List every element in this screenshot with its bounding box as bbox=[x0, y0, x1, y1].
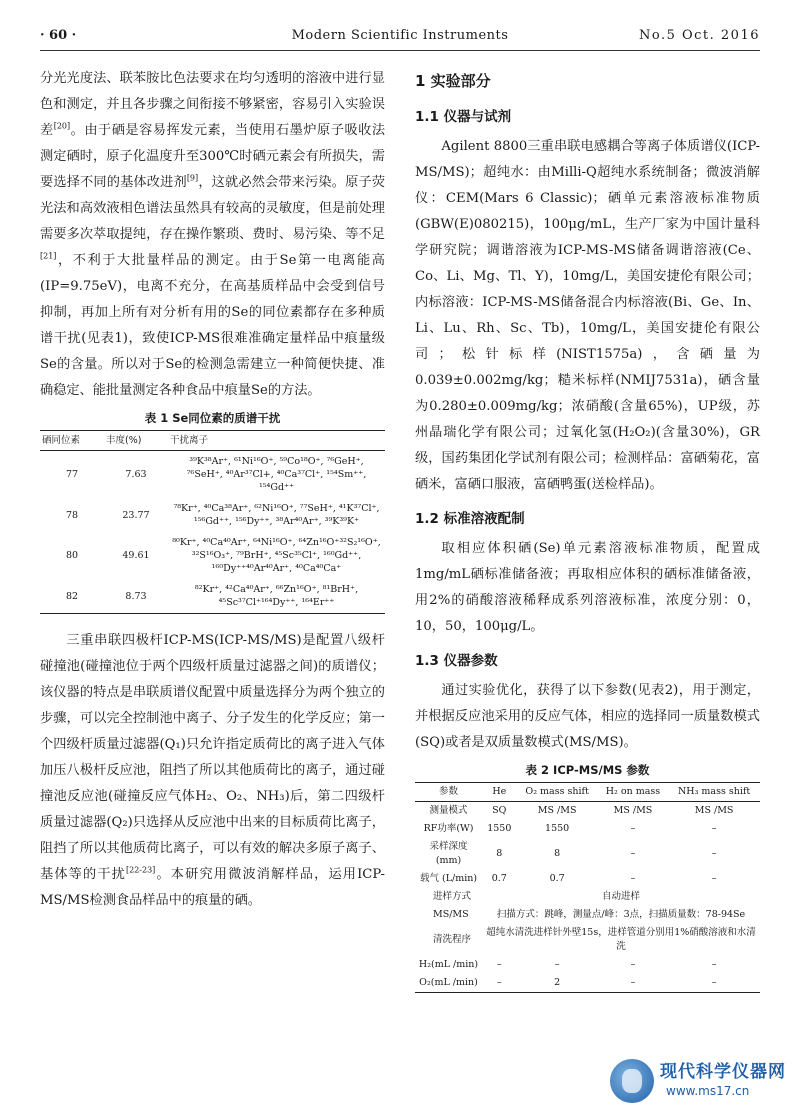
text-run: 三重串联四极杆ICP-MS(ICP-MS/MS)是配置八级杆碰撞池(碰撞池位于两个四级杆质量过滤器之间)的质谱仪；该仪器的特点是串联质谱仪配置中质量选择分为两个独立的步骤，可以完全控制池中离子、分子发生的化学反应；第一个四级杆质量过滤器(Q₁)只允许指定质荷比的离子进入气体加压八极杆反应池，阻挡了所以其他质荷比的离子，通过碰撞池反应池(碰撞反应气体H₂、O₂、NH₃)后，第二四级杆质量过滤器(Q₂)只选择从反应池中出来的目标质荷比离子，阻挡了所以其他质荷比离子，可以有效的解决多原子离子、基体等的干扰 bbox=[40, 633, 385, 882]
table2-header: H₂ on mass bbox=[598, 783, 668, 802]
page-header bbox=[40, 28, 760, 48]
table2-caption: 表 2 ICP-MS/MS 参数 bbox=[525, 763, 650, 777]
table-row bbox=[415, 924, 760, 956]
table1-caption: 表 1 Se同位素的质谱干扰 bbox=[144, 411, 281, 425]
table-cell: – bbox=[496, 959, 502, 970]
site-watermark bbox=[610, 1055, 788, 1107]
table-cell: – bbox=[598, 974, 668, 993]
interference-cell: ⁸²Kr⁺, ⁴²Ca⁴⁰Ar⁺, ⁶⁶Zn¹⁶O⁺, ⁸¹BrH⁺, ⁴⁵Sc³⁷Cl⁺¹⁶⁴Dy⁺⁺, ¹⁶⁴Er⁺⁺ bbox=[168, 579, 385, 614]
table-cell: 超纯水清洗进样针外壁15s，进样管道分别用1%硝酸溶液和水清洗 bbox=[486, 927, 756, 952]
isotope-cell: 77 bbox=[65, 469, 79, 480]
table1-header: 硒同位素 bbox=[40, 431, 104, 451]
table-cell: – bbox=[711, 873, 717, 884]
table-cell: MS/MS bbox=[433, 909, 469, 920]
subsection-heading: 1.1 仪器与试剂 bbox=[415, 109, 512, 125]
standard-solution-paragraph: 取相应体积硒(Se)单元素溶液标准物质，配置成1mg/mL硒标准储备液；再取相应体积的硒标准储备液，用2%的硝酸溶液稀释成系列溶液标准，浓度分别：0，10，50，100μg/L。 bbox=[415, 541, 760, 634]
interference-cell: ³⁹K³⁸Ar⁺, ⁶¹Ni¹⁶O⁺, ⁵⁹Co¹⁸O⁺, ⁷⁶GeH⁺, ⁷⁶SeH⁺, ⁴⁰Ar³⁷Cl+, ⁴⁰Ca³⁷Cl⁺, ¹⁵⁴Sm⁺⁺, ¹⁵⁴Gd⁺⁺ bbox=[186, 456, 367, 493]
instruments-paragraph: Agilent 8800三重串联电感耦合等离子体质谱仪(ICP-MS/MS)；超纯水：由Milli-Q超纯水系统制备；微波消解仪：CEM(Mars 6 Classic)；硒单元素溶液标准物质(GBW(E)080215)，100μg/mL，生产厂家为中国计量科学研究院；调谐溶液为ICP-MS-MS储备调谐溶液(Ce、Co、Li、Mg、Tl、Y)，10mg/L，美国安捷伦有限公司；内标溶液：ICP-MS-MS储备混合内标溶液(Bi、Ge、In、Li、Lu、Rh、Sc、Tb)，10mg/L，美国安捷伦有限公司；松针标样(NIST1575a)，含硒量为0.039±0.002mg/kg；糙米标样(NMIJ7531a)，硒含量为0.280±0.009mg/kg；浓硝酸(含量65%)，UP级，苏州晶瑞化学有限公司；过氧化氢(H₂O₂)(含量30%)，GR级，国药集团化学试剂有限公司；检测样品：富硒菊花，富硒米，富硒口服液，富硒鸭蛋(送检样品)。 bbox=[415, 139, 760, 492]
table-cell: – bbox=[711, 823, 717, 834]
table2-header: O₂ mass shift bbox=[517, 783, 598, 802]
site-logo-icon bbox=[610, 1059, 654, 1103]
isotope-cell: 82 bbox=[40, 579, 104, 614]
table-cell: O₂(mL /min) bbox=[415, 974, 482, 993]
table-cell: 采样深度(mm) bbox=[429, 841, 468, 866]
table-cell: RF功率(W) bbox=[423, 823, 474, 834]
table-row bbox=[415, 870, 760, 888]
abundance-cell: 49.61 bbox=[122, 550, 150, 561]
interference-cell: ⁸⁰Kr⁺, ⁴⁰Ca⁴⁰Ar⁺, ⁶⁴Ni¹⁶O⁺, ⁶⁴Zn¹⁶O⁺³²S₂¹⁶O⁺, ³²S¹⁶O₃⁺, ⁷⁹BrH⁺, ⁴⁵Sc³⁵Cl⁺, ¹⁶⁰Gd⁺⁺, ¹⁶⁰Dy⁺⁺⁴⁰Ar⁴⁰Ar⁺, ⁴⁰Ca⁴⁰Ca⁺ bbox=[172, 537, 381, 574]
table-cell: H₂(mL /min) bbox=[418, 959, 479, 970]
isotope-cell: 80 bbox=[65, 550, 79, 561]
abundance-cell: 8.73 bbox=[104, 579, 168, 614]
page-number: · 60 · bbox=[40, 28, 77, 43]
table-cell: 扫描方式：跳峰，测量点/峰：3点，扫描质量数：78-94Se bbox=[496, 909, 746, 920]
text-run: 。由于硒是容易挥发元素，当使用石墨炉原子吸收法测定硒时，原子化温度升至300℃时硒元素会有所损失，需要选择不同的基体改进剂 bbox=[40, 123, 386, 190]
table-cell: – bbox=[668, 974, 760, 993]
table-se-interferences bbox=[40, 430, 385, 614]
header-rule bbox=[40, 50, 760, 51]
table-cell: – bbox=[711, 959, 717, 970]
watermark-url: www.ms17.cn bbox=[666, 1084, 750, 1098]
text-run: 分光光度法、联苯胺比色法要求在均匀透明的溶液中进行显色和测定，并且各步骤之间衔接不够紧密，容易引入实验误差 bbox=[40, 71, 385, 138]
table2-header: 参数 bbox=[415, 783, 482, 802]
isotope-cell: 78 bbox=[65, 509, 79, 521]
table-cell: MS /MS bbox=[613, 805, 653, 816]
issue-info: No.5 Oct. 2016 bbox=[638, 28, 760, 43]
table-cell: – bbox=[630, 823, 636, 834]
table-icpms-parameters bbox=[415, 782, 760, 993]
parameters-paragraph: 通过实验优化，获得了以下参数(见表2)，用于测定，并根据反应池采用的反应气体，相应的选择同一质量数模式(SQ)或者是双质量数模式(MS/MS)。 bbox=[415, 683, 760, 750]
table-row bbox=[415, 974, 760, 993]
watermark-text: 现代科学仪器网 bbox=[660, 1062, 786, 1082]
table-cell: 自动进样 bbox=[602, 891, 641, 902]
abundance-cell: 23.77 bbox=[122, 509, 150, 521]
table-cell: 2 bbox=[517, 974, 598, 993]
icpms-paragraph bbox=[40, 628, 385, 914]
table-cell: 进样方式 bbox=[433, 891, 472, 902]
table-cell: 0.7 bbox=[549, 873, 565, 884]
intro-paragraph bbox=[40, 66, 385, 404]
table-cell: – bbox=[482, 974, 516, 993]
subsection-heading: 1.2 标准溶液配制 bbox=[415, 511, 525, 527]
journal-title: Modern Scientific Instruments bbox=[291, 28, 509, 43]
subsection-heading: 1.3 仪器参数 bbox=[415, 653, 498, 669]
table-cell: 测量模式 bbox=[429, 805, 468, 816]
text-run: 。本研究用微波消解样品，运用ICP-MS/MS检测食品样品中的痕量的硒。 bbox=[40, 867, 386, 908]
left-column bbox=[40, 66, 385, 914]
table-cell: SQ bbox=[492, 805, 507, 816]
table-row bbox=[415, 888, 760, 906]
citation: [22-23] bbox=[126, 865, 156, 875]
citation: [9] bbox=[186, 173, 199, 183]
text-run: ，不利于大批量样品的测定。由于Se第一电离能高(IP=9.75eV)，电离不充分，在高基质样品中会受到信号抑制，再加上所有对分析有用的Se的同位素都存在多种质谱干扰(见表1)，致使ICP-MS很难准确定量样品中痕量级Se的含量。所以对于Se的检测急需建立一种简便快捷、准确稳定、能批量测定各种食品中痕量Se的方法。 bbox=[40, 253, 385, 398]
citation: [21] bbox=[40, 251, 57, 261]
table-cell: 1550 bbox=[545, 823, 570, 834]
table-row bbox=[40, 451, 385, 499]
table2-header: NH₃ mass shift bbox=[668, 783, 760, 802]
table-row bbox=[40, 532, 385, 579]
table-row bbox=[415, 802, 760, 821]
table-cell: 8 bbox=[496, 848, 503, 859]
table-cell: 0.7 bbox=[491, 873, 507, 884]
table-cell: 清洗程序 bbox=[433, 934, 472, 945]
abundance-cell: 7.63 bbox=[125, 469, 147, 480]
table-row bbox=[40, 579, 385, 614]
section-heading: 1 实验部分 bbox=[415, 72, 491, 90]
table1-header: 丰度(%) bbox=[104, 431, 168, 451]
table-cell: 1550 bbox=[487, 823, 512, 834]
table-cell: – bbox=[711, 848, 717, 859]
table-cell: – bbox=[630, 873, 636, 884]
table-cell: MS /MS bbox=[537, 805, 577, 816]
text-run: ，这就必然会带来污染。原子荧光法和高效液相色谱法虽然具有较高的灵敏度，但是前处理需要多次萃取提纯，存在操作繁琐、费时、易污染、等不足 bbox=[40, 175, 386, 242]
table2-header: He bbox=[482, 783, 516, 802]
table-row bbox=[415, 820, 760, 838]
table-cell: MS /MS bbox=[694, 805, 734, 816]
table-cell: 8 bbox=[554, 848, 561, 859]
table-row bbox=[415, 906, 760, 924]
table-cell: 载气 (L/min) bbox=[419, 873, 478, 884]
right-column bbox=[415, 66, 760, 993]
citation: [20] bbox=[53, 121, 71, 131]
table-row bbox=[415, 838, 760, 870]
table-cell: – bbox=[554, 959, 560, 970]
table-row bbox=[415, 956, 760, 974]
interference-cell: ⁷⁸Kr⁺, ⁴⁰Ca³⁸Ar⁺, ⁶²Ni¹⁶O⁺, ⁷⁷SeH⁺, ⁴¹K³⁷Cl⁺, ¹⁵⁶Gd⁺⁺, ¹⁵⁶Dy⁺⁺, ³⁸Ar⁴⁰Ar⁺, ³⁹K³⁹K⁺ bbox=[173, 503, 380, 527]
table-row bbox=[40, 498, 385, 532]
table-cell: – bbox=[630, 848, 636, 859]
table-cell: – bbox=[630, 959, 636, 970]
table1-header: 干扰离子 bbox=[168, 431, 385, 451]
